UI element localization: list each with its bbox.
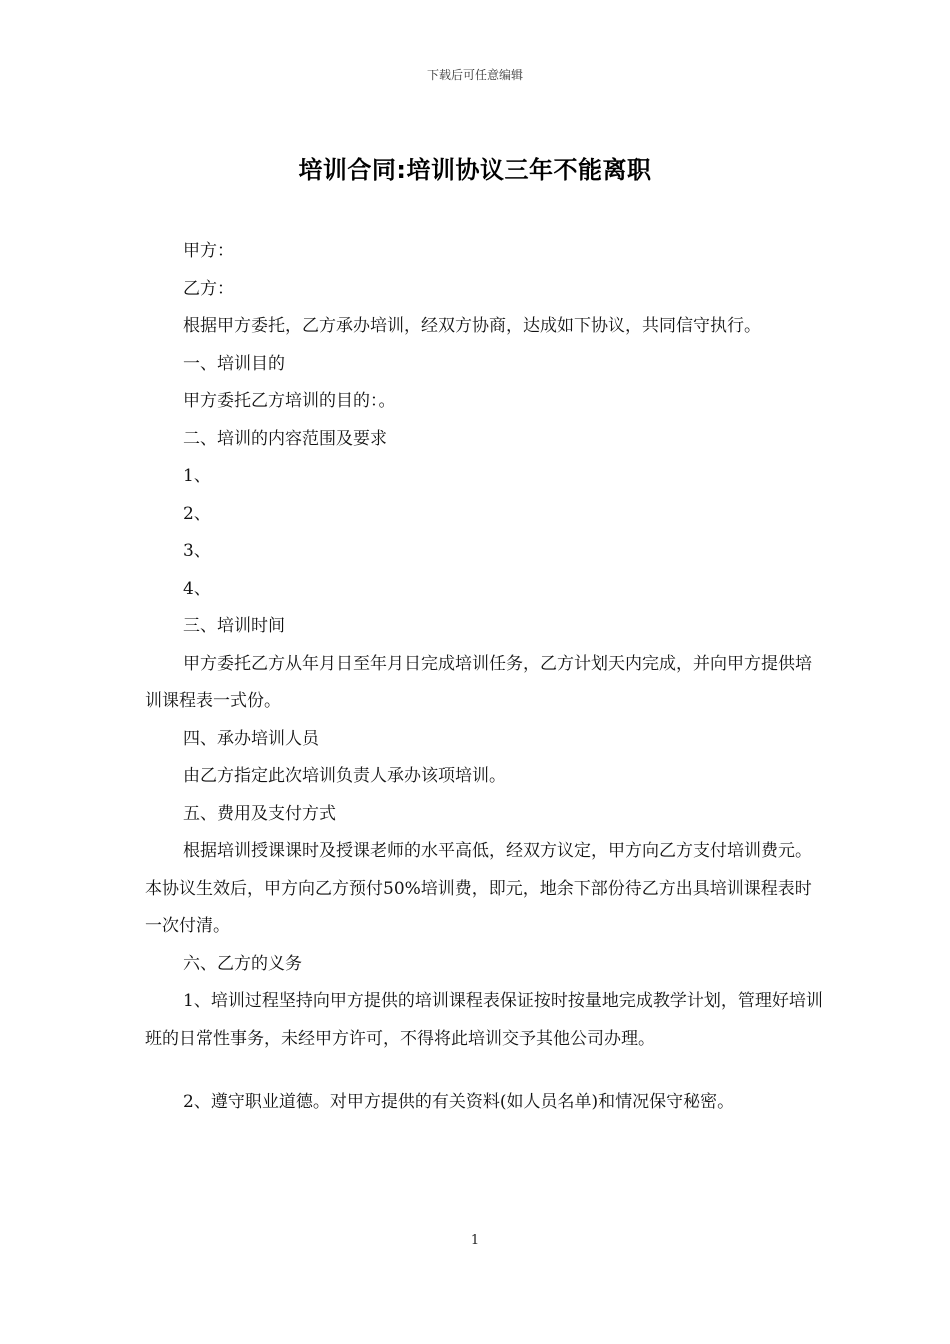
section-heading-content: 二、培训的内容范围及要求 — [183, 428, 387, 449]
purpose-paragraph: 甲方委托乙方培训的目的：。 — [183, 391, 396, 411]
party-a-line: 甲方： — [183, 241, 234, 261]
header-note: 下载后可任意编辑 — [426, 68, 523, 82]
list-item-2: 2、 — [183, 503, 211, 524]
list-item-1: 1、 — [183, 466, 211, 486]
section-heading-fees: 五、费用及支付方式 — [183, 803, 336, 824]
obligation-item-2: 2、遵守职业道德。对甲方提供的有关资料(如人员名单)和情况保守秘密。 — [183, 1092, 735, 1112]
obligation-item-1: 1、培训过程坚持向甲方提供的培训课程表保证按时按量地完成教学计划，管理好培训班的日常性事务，未经甲方许可，不得将此培训交予其他公司办理。 — [145, 991, 823, 1049]
document-title: 培训合同:培训协议三年不能离职 — [298, 156, 652, 184]
section-heading-obligations: 六、乙方的义务 — [183, 953, 302, 974]
section-heading-time: 三、培训时间 — [183, 616, 285, 636]
personnel-paragraph: 由乙方指定此次培训负责人承办该项培训。 — [183, 766, 506, 786]
list-item-4: 4、 — [183, 578, 211, 599]
party-b-line: 乙方： — [183, 278, 234, 299]
time-paragraph: 甲方委托乙方从年月日至年月日完成培训任务，乙方计划天内完成，并向甲方提供培训课程表一式份。 — [145, 653, 812, 711]
paragraph-spacer — [145, 1058, 825, 1084]
document-body — [145, 233, 825, 1122]
list-item-3: 3、 — [183, 541, 211, 561]
preamble-paragraph: 根据甲方委托，乙方承办培训，经双方协商，达成如下协议，共同信守执行。 — [183, 316, 761, 336]
fees-paragraph: 根据培训授课课时及授课老师的水平高低，经双方议定，甲方向乙方支付培训费元。本协议生效后，甲方向乙方预付50%培训费，即元，地余下部份待乙方出具培训课程表时一次付清。 — [145, 841, 812, 936]
page-number: 1 — [470, 1233, 480, 1248]
section-heading-purpose: 一、培训目的 — [183, 353, 285, 374]
section-heading-personnel: 四、承办培训人员 — [183, 728, 319, 749]
